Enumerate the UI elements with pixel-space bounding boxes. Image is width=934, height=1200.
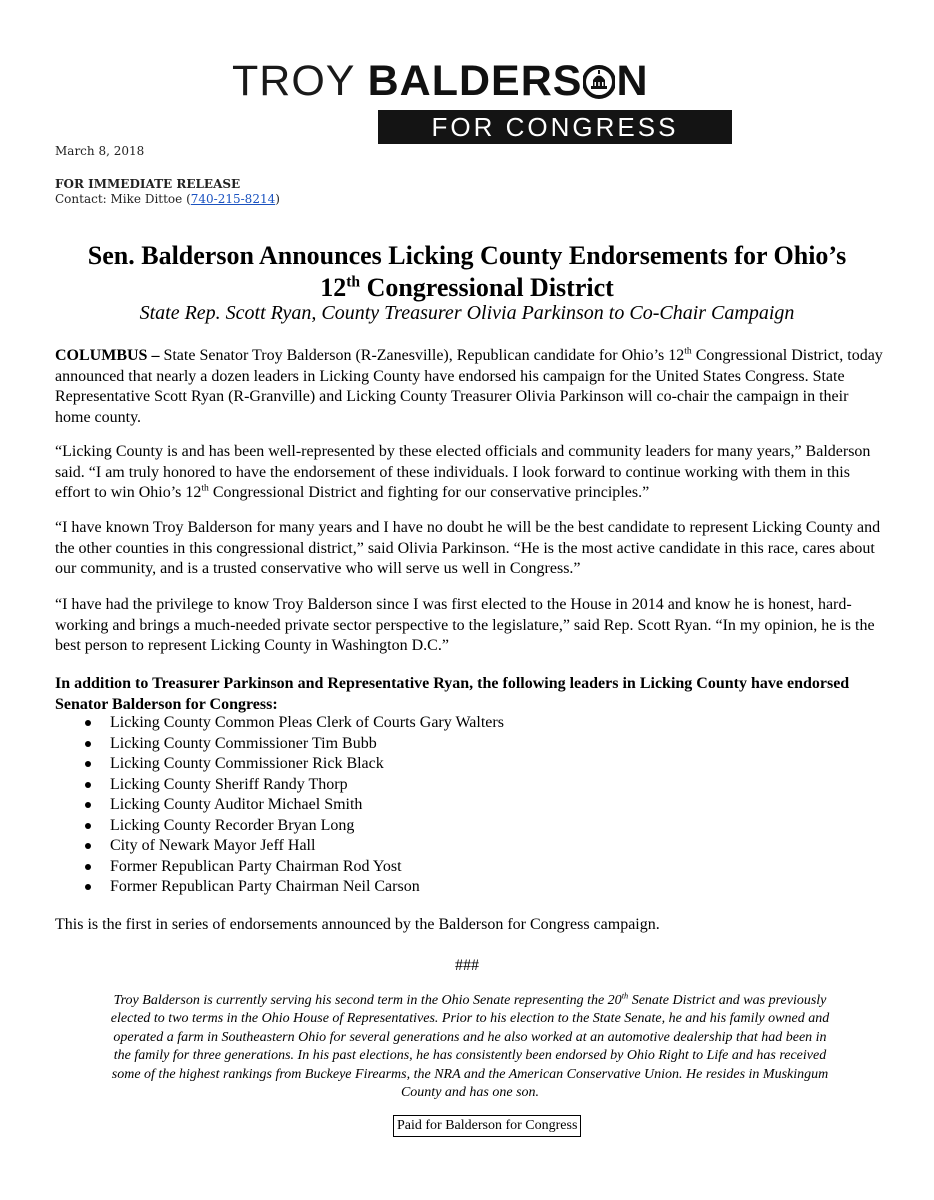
logo-last-name-end: N — [616, 57, 649, 105]
paragraph-intro — [55, 346, 885, 428]
release-date: March 8, 2018 — [55, 144, 145, 158]
endorsement-item: Licking County Commissioner Rick Black — [55, 754, 504, 775]
endorsement-item: Licking County Commissioner Tim Bubb — [55, 734, 504, 755]
contact-paren-open: ( — [186, 192, 191, 206]
logo-last-name — [368, 57, 649, 105]
logo-for-congress-bar: FOR CONGRESS — [378, 110, 732, 144]
endorsement-item: Licking County Common Pleas Clerk of Courts Gary Walters — [55, 713, 504, 734]
paragraph-intro-text-a: State Senator Troy Balderson (R-Zanesville), Republican candidate for Ohio’s 12 — [159, 347, 685, 364]
contact-label: Contact: Mike Dittoe — [55, 192, 187, 206]
contact-paren-close: ) — [275, 192, 280, 206]
headline — [40, 240, 894, 304]
headline-ordinal: th — [346, 273, 361, 291]
endorsement-list — [55, 713, 504, 898]
endorsement-item: Licking County Sheriff Randy Thorp — [55, 775, 504, 796]
paragraph-parkinson-quote: “I have known Troy Balderson for many years and I have no doubt he will be the best candidate to represent Licking County and the other counties in this congressional district,” said Olivia Parkinson. “He is the most active candidate in this race, cares about our community, and is a trusted conservative who will serve us well in Congress.” — [55, 519, 881, 577]
headline-line-1: Sen. Balderson Announces Licking County Endorsements for Ohio’s — [87, 241, 847, 270]
closing-paragraph: This is the first in series of endorsements announced by the Balderson for Congress campaign. — [55, 916, 660, 933]
endorsement-item: Licking County Auditor Michael Smith — [55, 795, 504, 816]
campaign-logo — [232, 56, 702, 142]
ordinal-sup: th — [201, 482, 209, 494]
endorsement-item: Former Republican Party Chairman Neil Carson — [55, 877, 504, 898]
logo-last-name-part: BALDERS — [367, 57, 583, 105]
headline-district-number: 12 — [320, 273, 347, 302]
endorsement-list-intro: In addition to Treasurer Parkinson and Representative Ryan, the following leaders in Licking County have endorsed Senator Balderson for Congress: — [55, 675, 850, 713]
contact-phone-link[interactable]: 740-215-8214 — [190, 192, 276, 206]
ordinal-sup: th — [621, 991, 629, 1001]
release-label — [55, 177, 240, 191]
paragraph-balderson-quote — [55, 442, 885, 504]
endorsement-item: City of Newark Mayor Jeff Hall — [55, 836, 504, 857]
endorsement-item: Former Republican Party Chairman Rod Yost — [55, 857, 504, 878]
contact-line — [55, 192, 280, 206]
ordinal-sup: th — [684, 345, 692, 357]
paragraph-intro-text-b: Congressional District, today announced that nearly a dozen leaders in Licking County have endorsed his campaign for the United States Congress. State Representative Scott Ryan (R-Granville) and Licking County Treasurer Olivia Parkinson will co-chair the campaign in their home county. — [55, 347, 883, 426]
candidate-bio — [110, 992, 830, 1102]
logo-first-name: TROY — [232, 57, 355, 105]
capitol-dome-icon — [583, 65, 615, 99]
bio-text-a: Troy Balderson is currently serving his second term in the Ohio Senate representing the 20 — [113, 993, 622, 1008]
bio-text-b: Senate District and was previously elected to two terms in the Ohio House of Representatives. Prior to his election to the State Senate, he and his family owned and operated a farm in Southeastern Ohio for several generations and he also worked at an automotive dealership that had been in the family for three generations. In his past elections, he has consistently been endorsed by Ohio Right to Life and has received some of the highest rankings from Buckeye Firearms, the NRA and the American Conservative Union. He resides in Muskingum County and has one son. — [110, 993, 830, 1101]
paragraph-quote-text-b: Congressional District and fighting for our conservative principles.” — [208, 484, 650, 501]
end-marker: ### — [455, 957, 479, 974]
paid-for-disclaimer: Paid for Balderson for Congress — [393, 1115, 581, 1137]
headline-district-text: Congressional District — [360, 273, 614, 302]
paragraph-ryan-quote: “I have had the privilege to know Troy Balderson since I was first elected to the House in 2014 and know he is honest, hard-working and brings a much-needed private sector perspective to the legislature,” said Rep. Scott Ryan. “In my opinion, he is the best person to represent Licking County in Washington D.C.” — [55, 596, 875, 654]
immediate-release-text: FOR IMMEDIATE RELEASE — [55, 177, 241, 191]
dateline: COLUMBUS – — [55, 347, 160, 364]
endorsement-item: Licking County Recorder Bryan Long — [55, 816, 504, 837]
paragraph-quote-text-a: “Licking County is and has been well-represented by these elected officials and community leaders for many years,” Balderson said. “I am truly honored to have the endorsement of these individuals. I look forward to continue working with them in this effort to win Ohio’s 12 — [55, 443, 871, 501]
logo-wordmark — [232, 56, 702, 106]
subheadline: State Rep. Scott Ryan, County Treasurer Olivia Parkinson to Co-Chair Campaign — [139, 302, 795, 324]
